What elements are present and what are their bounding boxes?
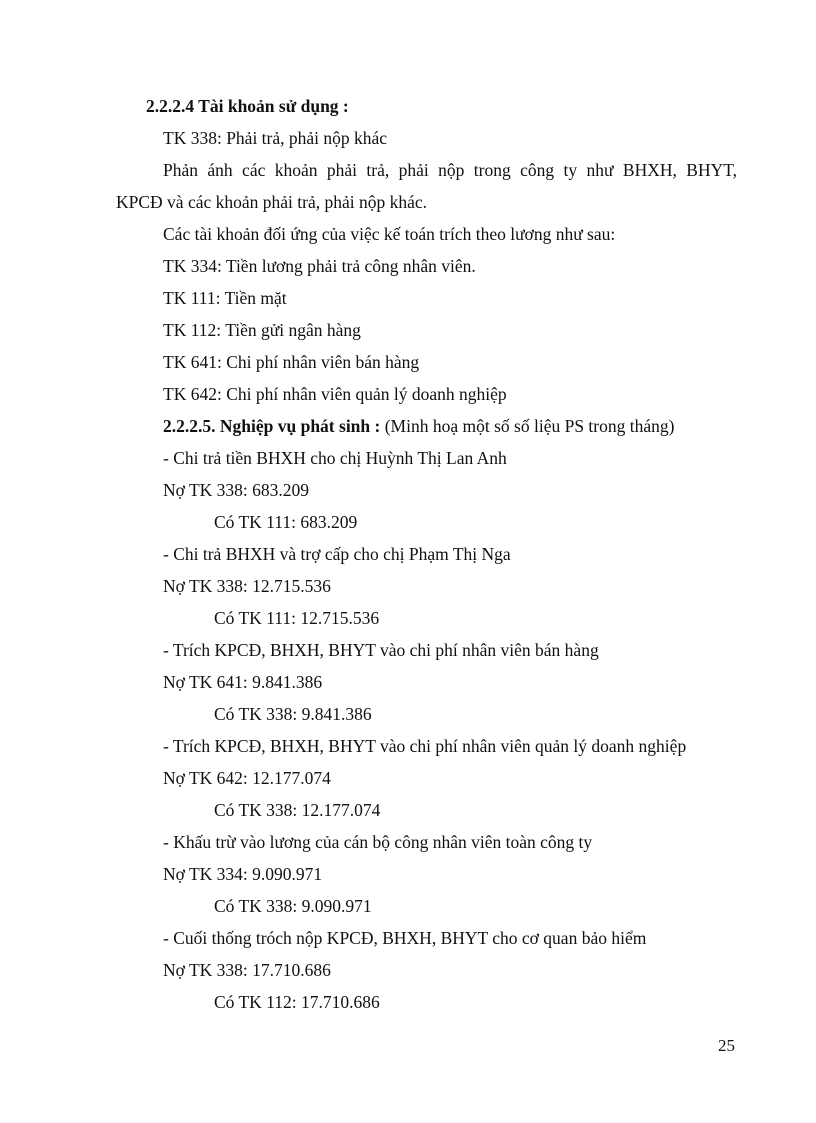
entry-credit: Có TK 338: 9.841.386 [214,704,372,724]
paragraph-line-1: Phản ánh các khoản phải trả, phải nộp trong công ty như BHXH, BHYT, [163,160,737,180]
page-number: 25 [718,1036,735,1055]
accounts-intro: Các tài khoản đối ứng của việc kế toán trích theo lương như sau: [163,224,616,244]
section-heading-2225-note: (Minh hoạ một số số liệu PS trong tháng) [380,416,675,436]
entry-debit: Nợ TK 334: 9.090.971 [163,864,323,884]
account-item: TK 334: Tiền lương phải trả công nhân viên. [163,256,476,276]
entry-description: - Cuối thống tróch nộp KPCĐ, BHXH, BHYT cho cơ quan bảo hiểm [163,928,647,948]
account-item: TK 642: Chi phí nhân viên quản lý doanh nghiệp [163,384,507,404]
entry-debit: Nợ TK 642: 12.177.074 [163,768,331,788]
entry-credit: Có TK 111: 683.209 [214,512,358,532]
entry-debit: Nợ TK 641: 9.841.386 [163,672,323,692]
account-item: TK 641: Chi phí nhân viên bán hàng [163,352,420,372]
entry-credit: Có TK 111: 12.715.536 [214,608,380,628]
entry-description: - Chi trả tiền BHXH cho chị Huỳnh Thị Lan Anh [163,448,507,468]
entry-description: - Khấu trừ vào lương của cán bộ công nhân viên toàn công ty [163,832,593,852]
account-item: TK 112: Tiền gửi ngân hàng [163,320,361,340]
section-heading-2225 [163,415,674,437]
entry-debit: Nợ TK 338: 17.710.686 [163,960,331,980]
entry-debit: Nợ TK 338: 683.209 [163,480,310,500]
section-heading-2224: 2.2.2.4 Tài khoản sử dụng : [146,96,349,116]
entry-credit: Có TK 338: 12.177.074 [214,800,381,820]
entry-credit: Có TK 338: 9.090.971 [214,896,372,916]
section-heading-2225-bold: 2.2.2.5. Nghiệp vụ phát sinh : [163,416,381,436]
entry-description: - Trích KPCĐ, BHXH, BHYT vào chi phí nhân viên bán hàng [163,640,599,660]
entry-debit: Nợ TK 338: 12.715.536 [163,576,331,596]
entry-description: - Trích KPCĐ, BHXH, BHYT vào chi phí nhân viên quản lý doanh nghiệp [163,736,687,756]
account-item: TK 111: Tiền mặt [163,288,287,308]
entry-credit: Có TK 112: 17.710.686 [214,992,380,1012]
paragraph-line-2: KPCĐ và các khoản phải trả, phải nộp khác. [116,192,428,212]
entry-description: - Chi trả BHXH và trợ cấp cho chị Phạm Thị Nga [163,544,511,564]
account-line-338: TK 338: Phải trả, phải nộp khác [163,128,388,148]
